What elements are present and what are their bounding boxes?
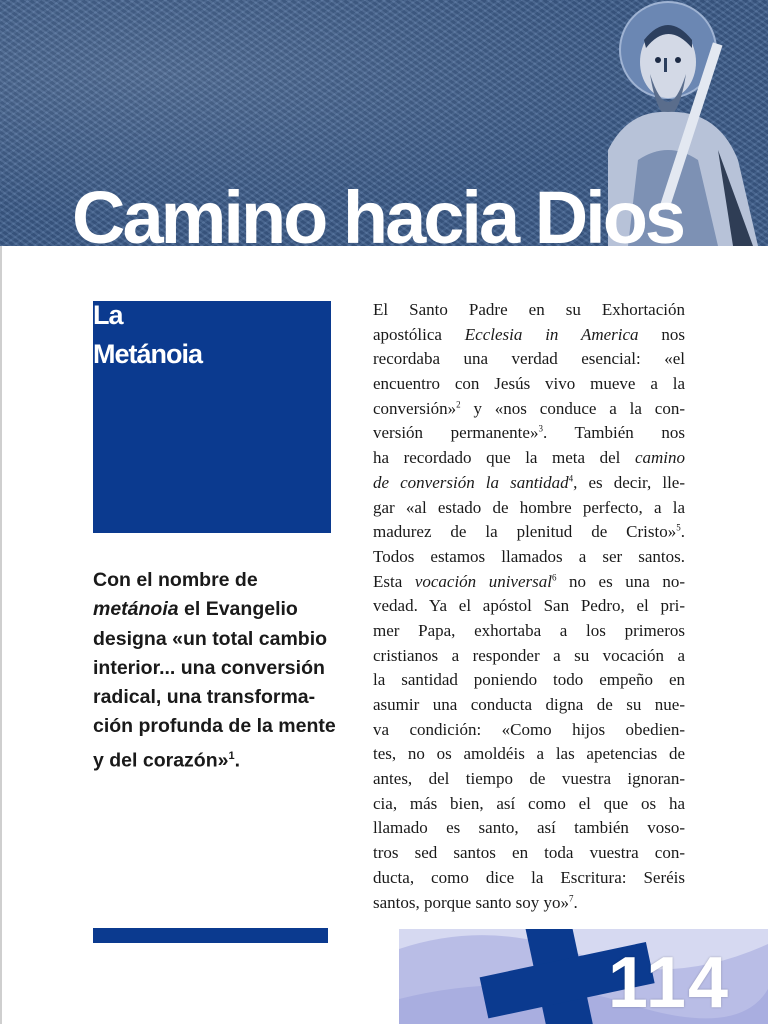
body-line-pre: madurez de la plenitud de Cristo» — [373, 522, 677, 542]
body-line-t: va condición: «Como hijos obedien- — [373, 719, 685, 739]
body-line-t: Todos estamos llamados a ser santos. — [373, 546, 685, 566]
body-line-t: llamado es santo, así también voso- — [373, 818, 685, 838]
body-line-t: cia, más bien, así como el que os ha — [373, 793, 685, 813]
section-title-line2: Metánoia — [93, 339, 203, 369]
body-line-t: la santidad poniendo todo empeño en — [373, 670, 685, 690]
body-line — [373, 372, 685, 397]
body-line — [373, 792, 685, 817]
footnote-ref: 1 — [228, 749, 235, 762]
body-line — [373, 323, 685, 348]
body-line-post: nos — [638, 324, 686, 344]
body-line-sup: 5 — [676, 522, 681, 533]
pull-quote-part1: Con el nombre de — [93, 569, 258, 591]
body-line — [373, 767, 685, 792]
body-line — [373, 496, 685, 521]
body-line — [373, 718, 685, 743]
page-number: 114 — [607, 943, 730, 1023]
body-line-post: , es decir, lle- — [573, 472, 685, 492]
body-line-t: cristianos a responder a su vocación a — [373, 645, 685, 665]
body-line — [373, 347, 685, 372]
body-line-i: camino — [634, 448, 685, 468]
body-line-i: Ecclesia in America — [464, 324, 639, 344]
body-line-sup: 2 — [456, 399, 461, 410]
body-line-t: recordaba una verdad esencial: «el — [373, 349, 685, 369]
body-line-t: ducta, como dice la Escritura: Seréis — [373, 867, 685, 887]
body-line-post: . También nos — [542, 423, 686, 443]
body-line-t: El Santo Padre en su Exhortación — [373, 300, 685, 319]
body-line-t: vedad. Ya el apóstol San Pedro, el pri- — [373, 596, 685, 616]
body-line — [373, 668, 685, 693]
body-line — [373, 891, 685, 916]
body-line-pre: ha recordado que la meta del — [373, 448, 635, 468]
body-line-pre: conversión» — [373, 398, 457, 418]
body-text — [373, 298, 685, 915]
body-line-pre: Esta — [373, 571, 415, 591]
header-banner — [0, 0, 768, 246]
pull-quote — [93, 566, 343, 776]
left-margin-rule — [0, 246, 2, 1024]
body-line-post: y «nos conduce a la con- — [460, 398, 685, 418]
body-line — [373, 841, 685, 866]
body-line — [373, 693, 685, 718]
body-line — [373, 594, 685, 619]
body-line-pre: versión permanente» — [373, 423, 539, 443]
body-line-post: . — [573, 892, 578, 912]
section-title — [93, 296, 323, 374]
pull-quote-end: . — [234, 749, 241, 772]
body-line — [373, 298, 685, 323]
pull-quote-part2: el Evangelio designa «un total cambio interior... una conversión radical, una transformación profunda de la mente y del corazón» — [93, 598, 336, 772]
body-line — [373, 471, 685, 496]
body-line — [373, 520, 685, 545]
body-line — [373, 446, 685, 471]
body-line — [373, 742, 685, 767]
decorative-blue-bar — [93, 928, 328, 943]
body-line — [373, 866, 685, 891]
page-title: Camino hacia Dios — [72, 176, 684, 246]
body-line-t: asumir una conducta digna de su nue- — [373, 695, 685, 714]
body-line-sup: 4 — [568, 473, 574, 484]
body-line — [373, 421, 685, 446]
body-line-i: vocación universal — [414, 571, 552, 591]
body-line — [373, 644, 685, 669]
pull-quote-italic: metánoia — [93, 598, 179, 621]
body-line — [373, 397, 685, 422]
section-title-line1: La — [93, 300, 123, 330]
body-line-post: no es una no- — [556, 571, 685, 591]
body-line-pre: apostólica — [373, 324, 465, 344]
body-line-t: tes, no os amoldéis a las apetencias de — [373, 744, 685, 764]
body-line-t: encuentro con Jesús vivo mueve a la — [373, 374, 685, 394]
body-line — [373, 816, 685, 841]
body-line-post: . — [680, 522, 685, 542]
body-line-pre: santos, porque santo soy yo» — [373, 892, 569, 912]
body-line — [373, 619, 685, 644]
body-line-i: de conversión la santidad — [373, 472, 569, 492]
body-line-t: antes, del tiempo de vuestra ignoran- — [373, 769, 685, 789]
body-line-sup: 7 — [568, 892, 574, 903]
body-line-sup: 6 — [551, 571, 557, 582]
body-line-t: tros sed santos en toda vuestra con- — [373, 843, 685, 863]
body-line — [373, 570, 685, 595]
body-line-sup: 3 — [538, 423, 543, 434]
body-line — [373, 545, 685, 570]
body-line-t: mer Papa, exhortaba a los primeros — [373, 620, 685, 640]
body-line-t: gar «al estado de hombre perfecto, a la — [373, 497, 685, 517]
